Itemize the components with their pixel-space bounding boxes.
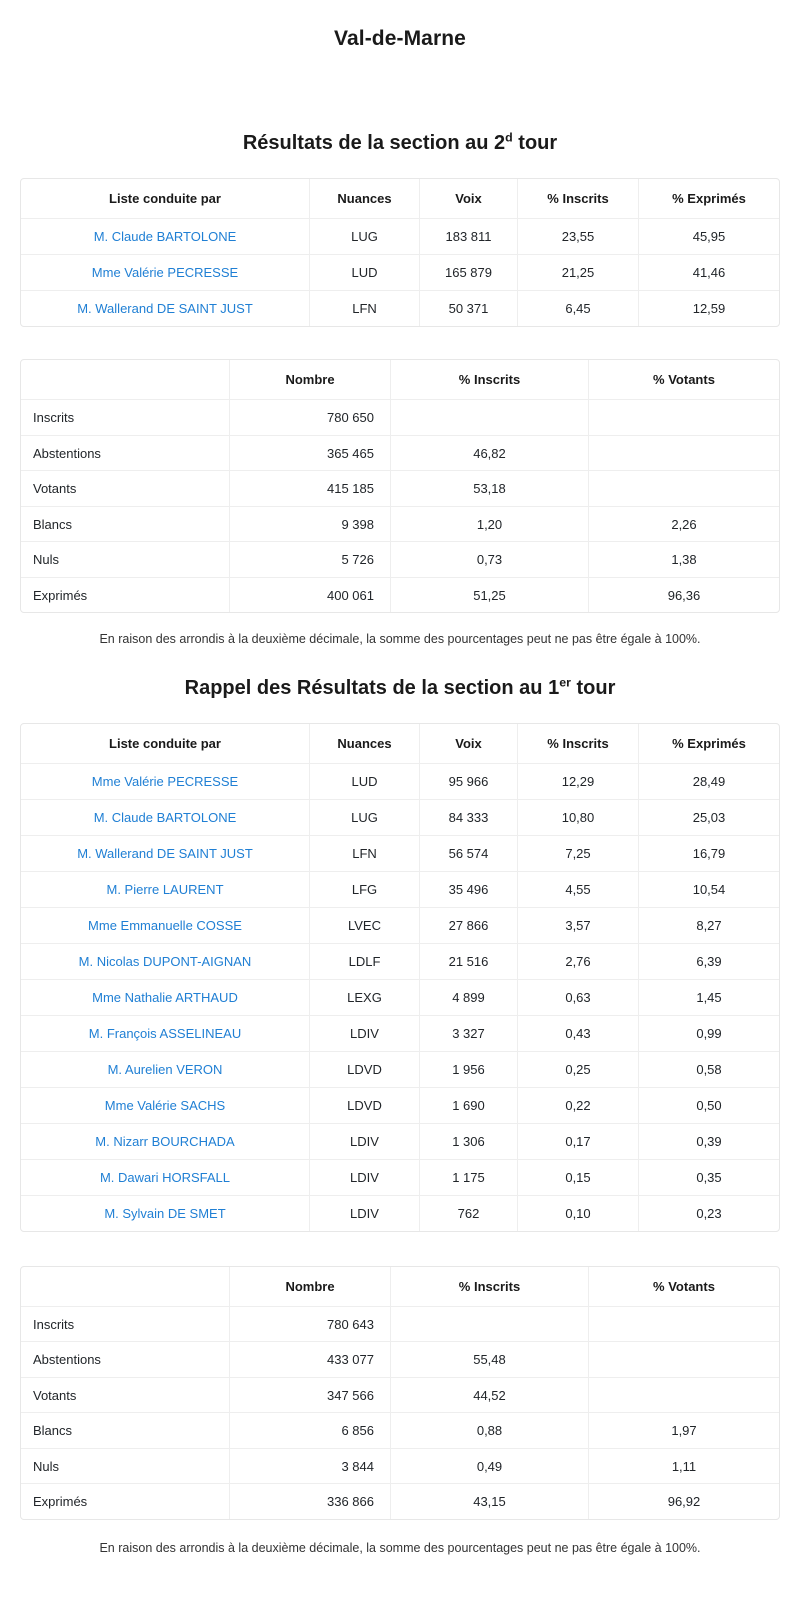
cell-nuance: LUG (309, 799, 419, 835)
cell-voix: 3 327 (419, 1015, 517, 1051)
round1-heading-ordinal: er (559, 675, 571, 690)
cell-nuance: LDIV (309, 1123, 419, 1159)
cell-liste-conduite-par (21, 290, 309, 326)
cell-nombre: 3 844 (229, 1448, 390, 1484)
table-row (21, 1159, 779, 1195)
column-header-nombre: Nombre (229, 1267, 390, 1306)
cell-pct-inscrits: 0,49 (390, 1448, 588, 1484)
cell-nombre: 415 185 (229, 470, 390, 506)
column-header-blank (21, 360, 229, 399)
cell-pct-votants (588, 1341, 779, 1377)
cell-pct-inscrits: 0,15 (517, 1159, 638, 1195)
cell-pct-exprimes: 1,45 (638, 979, 779, 1015)
column-header-pct-votants: % Votants (588, 1267, 779, 1306)
cell-liste-conduite-par (21, 907, 309, 943)
table-header (21, 1267, 779, 1306)
cell-nuance: LDIV (309, 1159, 419, 1195)
column-header-pct-inscrits: % Inscrits (517, 179, 638, 218)
cell-pct-exprimes: 25,03 (638, 799, 779, 835)
cell-pct-votants (588, 435, 779, 471)
cell-label: Inscrits (21, 399, 229, 435)
table-body (21, 763, 779, 1231)
table-row (21, 835, 779, 871)
table-row (21, 541, 779, 577)
column-header-liste: Liste conduite par (109, 191, 221, 207)
table-body (21, 218, 779, 326)
table-row (21, 1123, 779, 1159)
candidate-link[interactable]: M. Claude BARTOLONE (93, 809, 237, 825)
table-row (21, 290, 779, 326)
spacer (0, 327, 800, 359)
cell-pct-inscrits: 0,25 (517, 1051, 638, 1087)
candidate-link[interactable]: Mme Valérie PECRESSE (91, 265, 239, 281)
cell-label: Nuls (21, 1448, 229, 1484)
table-header (21, 179, 779, 218)
cell-nombre: 780 650 (229, 399, 390, 435)
table-row (21, 763, 779, 799)
cell-label: Votants (21, 1377, 229, 1413)
cell-pct-inscrits: 6,45 (517, 290, 638, 326)
cell-pct-inscrits: 0,73 (390, 541, 588, 577)
cell-label: Votants (21, 470, 229, 506)
cell-pct-inscrits: 7,25 (517, 835, 638, 871)
candidate-link[interactable]: Mme Valérie SACHS (104, 1097, 226, 1113)
rounding-note-round2: En raison des arrondis à la deuxième décimale, la somme des pourcentages peut ne pas être égale à 100%. (99, 632, 701, 647)
cell-pct-inscrits: 0,17 (517, 1123, 638, 1159)
cell-pct-inscrits: 0,88 (390, 1412, 588, 1448)
candidate-link[interactable]: M. François ASSELINEAU (88, 1025, 242, 1041)
round2-heading-ordinal: d (505, 130, 513, 145)
table-row (21, 1412, 779, 1448)
candidate-link[interactable]: M. Wallerand DE SAINT JUST (77, 301, 253, 317)
cell-pct-exprimes: 8,27 (638, 907, 779, 943)
cell-pct-inscrits: 2,76 (517, 943, 638, 979)
cell-pct-exprimes: 28,49 (638, 763, 779, 799)
round2-participation-table (20, 359, 780, 613)
cell-voix: 95 966 (419, 763, 517, 799)
cell-nombre: 6 856 (229, 1412, 390, 1448)
column-header-pct-exprimes: % Exprimés (638, 724, 779, 763)
candidate-link[interactable]: Mme Nathalie ARTHAUD (92, 989, 238, 1005)
cell-pct-inscrits: 21,25 (517, 254, 638, 290)
cell-voix: 56 574 (419, 835, 517, 871)
table-header (21, 360, 779, 399)
candidate-link[interactable]: M. Wallerand DE SAINT JUST (77, 845, 253, 861)
cell-pct-inscrits (390, 1306, 588, 1342)
cell-liste-conduite-par (21, 871, 309, 907)
cell-voix: 84 333 (419, 799, 517, 835)
cell-pct-inscrits: 12,29 (517, 763, 638, 799)
column-header-nombre: Nombre (229, 360, 390, 399)
round2-results-table (20, 178, 780, 327)
cell-nuance: LDIV (309, 1195, 419, 1231)
table-header-row (21, 360, 779, 399)
cell-nuance: LUG (309, 218, 419, 254)
column-header-nuances: Nuances (309, 724, 419, 763)
cell-pct-exprimes: 6,39 (638, 943, 779, 979)
cell-pct-inscrits (390, 399, 588, 435)
cell-pct-inscrits: 44,52 (390, 1377, 588, 1413)
round1-heading (0, 649, 800, 701)
cell-pct-votants: 1,38 (588, 541, 779, 577)
cell-nuance: LDIV (309, 1015, 419, 1051)
cell-label: Abstentions (21, 435, 229, 471)
cell-voix: 27 866 (419, 907, 517, 943)
cell-label: Nuls (21, 541, 229, 577)
cell-pct-exprimes: 16,79 (638, 835, 779, 871)
cell-liste-conduite-par (21, 254, 309, 290)
column-header-liste: Liste conduite par (109, 735, 221, 751)
cell-pct-votants: 1,11 (588, 1448, 779, 1484)
cell-label: Exprimés (21, 577, 229, 613)
table-row (21, 1015, 779, 1051)
column-header-pct-exprimes: % Exprimés (638, 179, 779, 218)
cell-voix: 165 879 (419, 254, 517, 290)
cell-label: Inscrits (21, 1306, 229, 1342)
candidate-link[interactable]: M. Dawari HORSFALL (99, 1169, 231, 1185)
cell-nuance: LDVD (309, 1087, 419, 1123)
round1-participation-table (20, 1266, 780, 1520)
table-body (21, 399, 779, 612)
column-header-pct-votants: % Votants (588, 360, 779, 399)
column-header-nuances: Nuances (309, 179, 419, 218)
candidate-link[interactable]: M. Sylvain DE SMET (104, 1205, 226, 1221)
cell-nuance: LUD (309, 254, 419, 290)
candidate-link[interactable]: M. Pierre LAURENT (106, 881, 224, 897)
table-row (21, 218, 779, 254)
cell-pct-inscrits: 0,10 (517, 1195, 638, 1231)
cell-pct-exprimes: 0,99 (638, 1015, 779, 1051)
column-header-pct-inscrits: % Inscrits (390, 1267, 588, 1306)
cell-label: Abstentions (21, 1341, 229, 1377)
cell-label: Blancs (21, 506, 229, 542)
round1-results-table (20, 723, 780, 1232)
table-row (21, 254, 779, 290)
candidate-link[interactable]: M. Nicolas DUPONT-AIGNAN (78, 953, 252, 969)
cell-pct-exprimes: 0,58 (638, 1051, 779, 1087)
cell-voix: 762 (419, 1195, 517, 1231)
cell-voix: 1 175 (419, 1159, 517, 1195)
table-row (21, 799, 779, 835)
cell-voix: 35 496 (419, 871, 517, 907)
cell-liste-conduite-par (21, 763, 309, 799)
table-row (21, 1087, 779, 1123)
cell-nombre: 336 866 (229, 1483, 390, 1519)
cell-voix: 1 690 (419, 1087, 517, 1123)
cell-nombre: 780 643 (229, 1306, 390, 1342)
cell-nuance: LFN (309, 290, 419, 326)
cell-pct-inscrits: 4,55 (517, 871, 638, 907)
table-header-row (21, 1267, 779, 1306)
cell-pct-votants: 96,36 (588, 577, 779, 613)
cell-pct-exprimes: 0,23 (638, 1195, 779, 1231)
cell-nombre: 347 566 (229, 1377, 390, 1413)
cell-liste-conduite-par (21, 1015, 309, 1051)
table-row (21, 506, 779, 542)
table-body (21, 1306, 779, 1519)
cell-pct-inscrits: 43,15 (390, 1483, 588, 1519)
cell-liste-conduite-par (21, 218, 309, 254)
page-title: Val-de-Marne (334, 27, 466, 50)
table-row (21, 1195, 779, 1231)
cell-pct-inscrits: 3,57 (517, 907, 638, 943)
table-row (21, 907, 779, 943)
cell-pct-exprimes: 0,35 (638, 1159, 779, 1195)
cell-nuance: LDLF (309, 943, 419, 979)
column-header-blank (21, 1267, 229, 1306)
spacer (0, 701, 800, 723)
cell-liste-conduite-par (21, 799, 309, 835)
cell-pct-exprimes: 0,39 (638, 1123, 779, 1159)
cell-voix: 183 811 (419, 218, 517, 254)
table-row (21, 871, 779, 907)
rounding-note-round1: En raison des arrondis à la deuxième décimale, la somme des pourcentages peut ne pas être égale à 100%. (99, 1540, 701, 1555)
cell-pct-votants: 1,97 (588, 1412, 779, 1448)
round2-heading (0, 52, 800, 156)
cell-pct-inscrits: 46,82 (390, 435, 588, 471)
cell-pct-inscrits: 53,18 (390, 470, 588, 506)
cell-liste-conduite-par (21, 1087, 309, 1123)
candidate-link[interactable]: M. Nizarr BOURCHADA (95, 1133, 235, 1149)
round1-heading-text: Rappel des Résultats de la section au 1 (184, 676, 560, 699)
cell-liste-conduite-par (21, 1159, 309, 1195)
cell-nuance: LVEC (309, 907, 419, 943)
cell-liste-conduite-par (21, 979, 309, 1015)
cell-voix: 1 956 (419, 1051, 517, 1087)
cell-liste-conduite-par (21, 1051, 309, 1087)
cell-nuance: LDVD (309, 1051, 419, 1087)
spacer (0, 156, 800, 178)
cell-pct-exprimes: 0,50 (638, 1087, 779, 1123)
column-header-voix: Voix (419, 179, 517, 218)
table-header (21, 724, 779, 763)
round2-heading-text: Résultats de la section au 2 (242, 132, 506, 155)
cell-nombre: 400 061 (229, 577, 390, 613)
cell-nombre: 365 465 (229, 435, 390, 471)
cell-nuance: LFG (309, 871, 419, 907)
table-row (21, 943, 779, 979)
cell-pct-exprimes: 12,59 (638, 290, 779, 326)
table-row (21, 399, 779, 435)
cell-label: Exprimés (21, 1483, 229, 1519)
cell-pct-votants (588, 1377, 779, 1413)
candidate-link[interactable]: M. Aurelien VERON (107, 1061, 223, 1077)
table-header-row (21, 179, 779, 218)
column-header-voix: Voix (419, 724, 517, 763)
table-header-row (21, 724, 779, 763)
cell-nuance: LFN (309, 835, 419, 871)
cell-pct-inscrits: 0,43 (517, 1015, 638, 1051)
cell-pct-inscrits: 55,48 (390, 1341, 588, 1377)
cell-nombre: 433 077 (229, 1341, 390, 1377)
cell-voix: 21 516 (419, 943, 517, 979)
table-row (21, 1051, 779, 1087)
cell-pct-inscrits: 0,22 (517, 1087, 638, 1123)
table-row (21, 1341, 779, 1377)
cell-pct-exprimes: 45,95 (638, 218, 779, 254)
cell-voix: 4 899 (419, 979, 517, 1015)
table-row (21, 1306, 779, 1342)
cell-pct-votants: 96,92 (588, 1483, 779, 1519)
candidate-link[interactable]: Mme Valérie PECRESSE (91, 773, 239, 789)
cell-voix: 1 306 (419, 1123, 517, 1159)
spacer (0, 1232, 800, 1266)
round2-heading-tail: tour (512, 132, 558, 155)
cell-pct-exprimes: 41,46 (638, 254, 779, 290)
cell-pct-inscrits: 10,80 (517, 799, 638, 835)
candidate-link[interactable]: M. Claude BARTOLONE (93, 229, 237, 245)
table-row (21, 470, 779, 506)
cell-label: Blancs (21, 1412, 229, 1448)
column-header-pct-inscrits: % Inscrits (517, 724, 638, 763)
cell-liste-conduite-par (21, 1123, 309, 1159)
cell-pct-inscrits: 51,25 (390, 577, 588, 613)
column-header-pct-inscrits: % Inscrits (390, 360, 588, 399)
cell-pct-votants (588, 470, 779, 506)
cell-voix: 50 371 (419, 290, 517, 326)
table-row (21, 577, 779, 613)
cell-liste-conduite-par (21, 1195, 309, 1231)
cell-pct-votants (588, 399, 779, 435)
table-row (21, 435, 779, 471)
table-row (21, 1377, 779, 1413)
table-row (21, 1483, 779, 1519)
cell-nuance: LUD (309, 763, 419, 799)
cell-liste-conduite-par (21, 943, 309, 979)
cell-pct-inscrits: 1,20 (390, 506, 588, 542)
table-row (21, 1448, 779, 1484)
cell-pct-inscrits: 0,63 (517, 979, 638, 1015)
cell-pct-votants: 2,26 (588, 506, 779, 542)
table-row (21, 979, 779, 1015)
cell-nombre: 9 398 (229, 506, 390, 542)
cell-pct-inscrits: 23,55 (517, 218, 638, 254)
candidate-link[interactable]: Mme Emmanuelle COSSE (88, 917, 242, 933)
cell-pct-votants (588, 1306, 779, 1342)
cell-nuance: LEXG (309, 979, 419, 1015)
cell-pct-exprimes: 10,54 (638, 871, 779, 907)
cell-nombre: 5 726 (229, 541, 390, 577)
cell-liste-conduite-par (21, 835, 309, 871)
round1-heading-tail: tour (570, 676, 616, 699)
